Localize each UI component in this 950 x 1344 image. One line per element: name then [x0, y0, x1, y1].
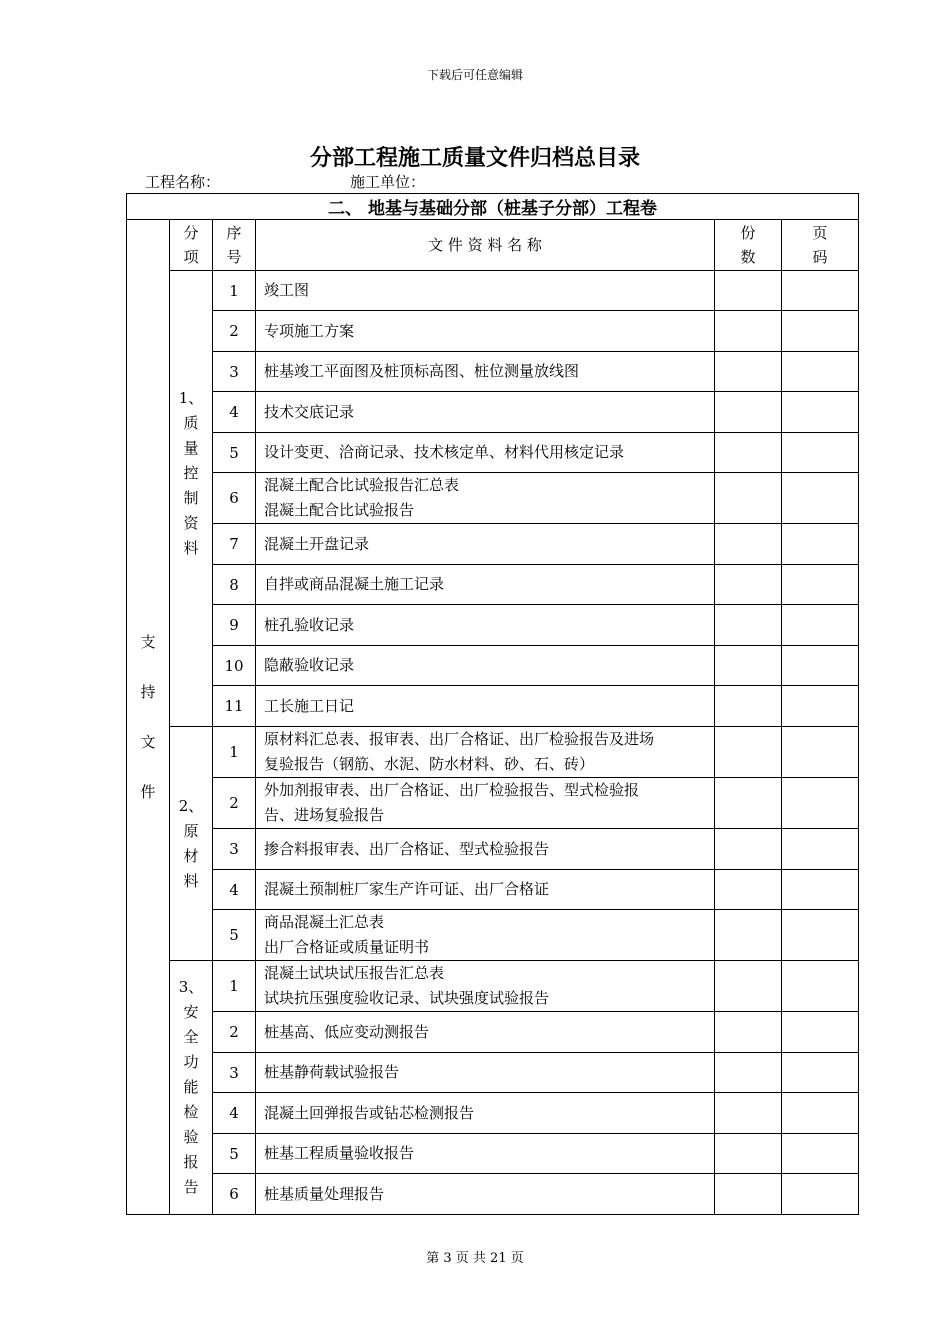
row-seq: 1 — [213, 961, 256, 1012]
row-pages — [782, 778, 859, 829]
row-pages — [782, 1134, 859, 1174]
row-pages — [782, 352, 859, 392]
row-document-name: 桩基静荷载试验报告 — [256, 1053, 715, 1093]
column-header-copies: 份 数 — [715, 220, 782, 271]
row-seq: 2 — [213, 778, 256, 829]
row-pages — [782, 646, 859, 686]
row-pages — [782, 829, 859, 870]
row-document-name: 工长施工日记 — [256, 686, 715, 727]
row-document-name: 桩基高、低应变动测报告 — [256, 1012, 715, 1053]
row-seq: 4 — [213, 870, 256, 910]
row-document-name: 混凝土试块试压报告汇总表 试块抗压强度验收记录、试块强度试验报告 — [256, 961, 715, 1012]
row-seq: 5 — [213, 433, 256, 473]
row-pages — [782, 1012, 859, 1053]
row-copies — [715, 352, 782, 392]
row-pages — [782, 1053, 859, 1093]
row-document-name: 隐蔽验收记录 — [256, 646, 715, 686]
row-seq: 6 — [213, 473, 256, 524]
row-copies — [715, 961, 782, 1012]
table-row — [127, 271, 859, 311]
row-document-name: 商品混凝土汇总表 出厂合格证或质量证明书 — [256, 910, 715, 961]
table-row — [127, 910, 859, 961]
row-document-name: 专项施工方案 — [256, 311, 715, 352]
row-pages — [782, 1093, 859, 1134]
row-copies — [715, 1093, 782, 1134]
table-row — [127, 473, 859, 524]
table-row — [127, 1093, 859, 1134]
row-seq: 7 — [213, 524, 256, 565]
row-seq: 2 — [213, 1012, 256, 1053]
row-document-name: 外加剂报审表、出厂合格证、出厂检验报告、型式检验报 告、进场复验报告 — [256, 778, 715, 829]
row-pages — [782, 524, 859, 565]
row-pages — [782, 910, 859, 961]
row-pages — [782, 1174, 859, 1215]
row-copies — [715, 565, 782, 605]
row-seq: 6 — [213, 1174, 256, 1215]
table-row — [127, 605, 859, 646]
row-document-name: 混凝土预制桩厂家生产许可证、出厂合格证 — [256, 870, 715, 910]
row-copies — [715, 778, 782, 829]
row-seq: 3 — [213, 352, 256, 392]
row-pages — [782, 311, 859, 352]
row-seq: 9 — [213, 605, 256, 646]
column-header-seq: 序 号 — [213, 220, 256, 271]
row-pages — [782, 433, 859, 473]
table-row — [127, 961, 859, 1012]
table-row — [127, 1053, 859, 1093]
row-seq: 3 — [213, 1053, 256, 1093]
row-document-name: 桩孔验收记录 — [256, 605, 715, 646]
header-note: 下载后可任意编辑 — [426, 68, 523, 82]
table-row — [127, 778, 859, 829]
group-label-1: 1、 质 量 控 制 资 料 — [170, 271, 213, 727]
row-copies — [715, 1174, 782, 1215]
row-seq: 8 — [213, 565, 256, 605]
table-row — [127, 1134, 859, 1174]
row-copies — [715, 311, 782, 352]
row-document-name: 自拌或商品混凝土施工记录 — [256, 565, 715, 605]
row-copies — [715, 686, 782, 727]
row-document-name: 原材料汇总表、报审表、出厂合格证、出厂检验报告及进场 复验报告（钢筋、水泥、防水材料、砂、石、砖） — [256, 727, 715, 778]
row-copies — [715, 473, 782, 524]
archive-catalog-table — [126, 193, 859, 1215]
table-row — [127, 1174, 859, 1215]
table-row — [127, 352, 859, 392]
row-seq: 5 — [213, 910, 256, 961]
row-pages — [782, 565, 859, 605]
table-row — [127, 870, 859, 910]
row-copies — [715, 870, 782, 910]
table-row — [127, 646, 859, 686]
row-pages — [782, 605, 859, 646]
row-copies — [715, 605, 782, 646]
row-document-name: 混凝土配合比试验报告汇总表 混凝土配合比试验报告 — [256, 473, 715, 524]
row-copies — [715, 433, 782, 473]
row-seq: 11 — [213, 686, 256, 727]
support-documents-label: 支 持 文 件 — [127, 220, 170, 1215]
row-seq: 4 — [213, 1093, 256, 1134]
construction-unit-label: 施工单位： — [350, 173, 426, 191]
row-copies — [715, 1134, 782, 1174]
row-document-name: 混凝土开盘记录 — [256, 524, 715, 565]
row-copies — [715, 392, 782, 433]
row-seq: 3 — [213, 829, 256, 870]
row-document-name: 掺合料报审表、出厂合格证、型式检验报告 — [256, 829, 715, 870]
row-pages — [782, 392, 859, 433]
group-label-3: 3、 安 全 功 能 检 验 报 告 — [170, 961, 213, 1215]
table-row — [127, 1012, 859, 1053]
row-copies — [715, 727, 782, 778]
table-row — [127, 727, 859, 778]
page-title: 分部工程施工质量文件归档总目录 — [309, 146, 640, 171]
row-copies — [715, 271, 782, 311]
row-copies — [715, 524, 782, 565]
table-row — [127, 565, 859, 605]
project-name-label: 工程名称： — [145, 173, 221, 191]
page-footer: 第 3 页 共 21 页 — [426, 1251, 524, 1266]
row-copies — [715, 1053, 782, 1093]
row-copies — [715, 910, 782, 961]
table-row — [127, 829, 859, 870]
row-pages — [782, 961, 859, 1012]
table-row — [127, 392, 859, 433]
row-seq: 2 — [213, 311, 256, 352]
row-seq: 4 — [213, 392, 256, 433]
row-copies — [715, 1012, 782, 1053]
row-seq: 1 — [213, 271, 256, 311]
section-title: 二、 地基与基础分部（桩基子分部）工程卷 — [127, 194, 859, 220]
table-row — [127, 433, 859, 473]
row-document-name: 设计变更、洽商记录、技术核定单、材料代用核定记录 — [256, 433, 715, 473]
group-label-2: 2、 原 材 料 — [170, 727, 213, 961]
row-seq: 5 — [213, 1134, 256, 1174]
row-document-name: 桩基竣工平面图及桩顶标高图、桩位测量放线图 — [256, 352, 715, 392]
row-pages — [782, 686, 859, 727]
row-pages — [782, 473, 859, 524]
table-row — [127, 524, 859, 565]
row-copies — [715, 829, 782, 870]
row-copies — [715, 646, 782, 686]
row-document-name: 桩基工程质量验收报告 — [256, 1134, 715, 1174]
row-pages — [782, 727, 859, 778]
row-document-name: 竣工图 — [256, 271, 715, 311]
row-seq: 1 — [213, 727, 256, 778]
column-header-pages: 页 码 — [782, 220, 859, 271]
row-document-name: 混凝土回弹报告或钻芯检测报告 — [256, 1093, 715, 1134]
column-header-name: 文 件 资 料 名 称 — [256, 220, 715, 271]
table-row — [127, 311, 859, 352]
column-header-category: 分 项 — [170, 220, 213, 271]
table-row — [127, 686, 859, 727]
row-pages — [782, 870, 859, 910]
row-document-name: 桩基质量处理报告 — [256, 1174, 715, 1215]
row-document-name: 技术交底记录 — [256, 392, 715, 433]
row-seq: 10 — [213, 646, 256, 686]
row-pages — [782, 271, 859, 311]
